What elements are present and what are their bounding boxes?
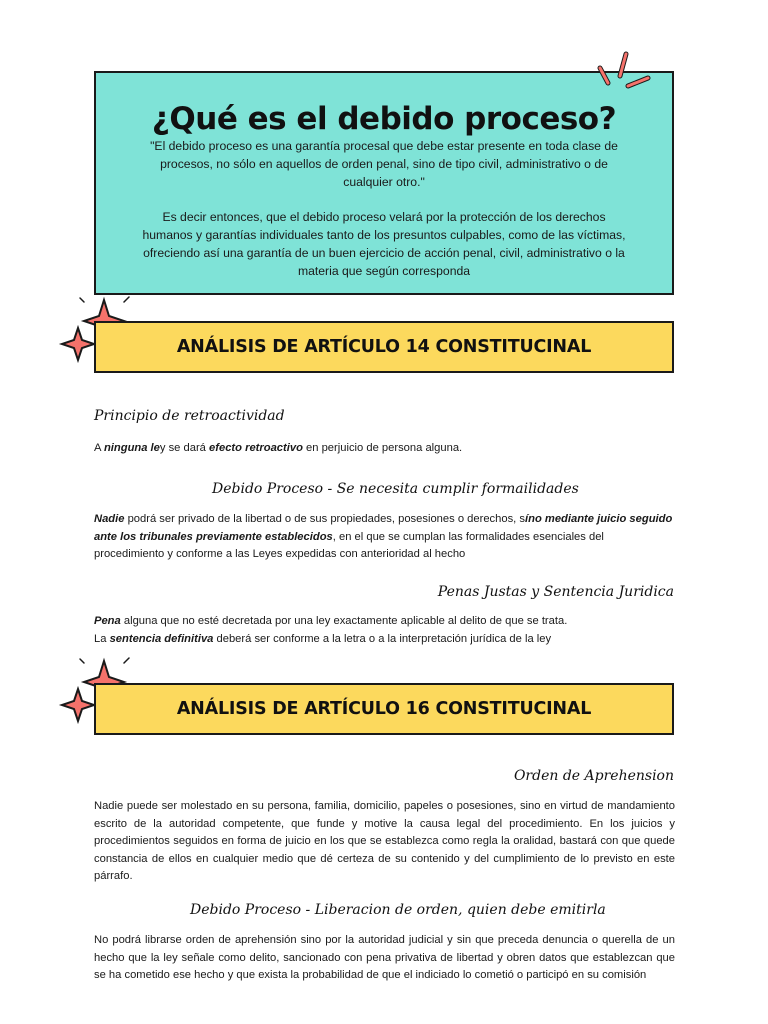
text-run: La: [94, 632, 110, 645]
emphasis-text: Pena: [94, 615, 121, 627]
paragraph-retroactividad: [94, 440, 675, 458]
intro-box: [94, 71, 674, 295]
text-run: , en el que se cumplan las formalidades esenciales del procedimiento y conforme a las Leyes expedidas con anterioridad al hecho: [94, 530, 604, 560]
subtitle-orden-aprehension: Orden de Aprehension: [513, 768, 674, 784]
subtitle-retroactividad: Principio de retroactividad: [94, 408, 285, 424]
subtitle-penas-justas: Penas Justas y Sentencia Juridica: [437, 584, 674, 600]
emphasis-text: Nadie: [94, 513, 125, 525]
emphasis-text: sentencia definitiva: [109, 632, 214, 645]
subtitle-debido-proceso-formalidades: Debido Proceso - Se necesita cumplir formailidades: [212, 481, 579, 497]
text-run: alguna que no esté decretada por una ley exactamente aplicable al delito de que se trata.: [120, 615, 568, 627]
section-heading: ANÁLISIS DE ARTÍCULO 16 CONSTITUCINAL: [176, 699, 592, 719]
intro-body: Es decir entonces, que el debido proceso velará por la protección de los derechos humanos y garantías individuales tanto de los presuntos culpables, como de las víctimas, ofreciendo así una garantía de un buen ejercicio de acción penal, civil, administrativo o la materia que según corresponda: [142, 210, 626, 278]
page-title: ¿Qué es el debido proceso?: [151, 101, 617, 137]
emphasis-text: íno mediante juicio seguido ante los tribunales previamente establecidos: [94, 513, 673, 543]
text-run: en perjuicio de persona alguna.: [302, 442, 463, 454]
paragraph-debido-proceso-formalidades: [94, 511, 675, 564]
section-banner-articulo-14: [94, 321, 674, 373]
emphasis-text: efecto retroactivo: [209, 442, 303, 454]
text-run: podrá ser privado de la libertad o de sus propiedades, posesiones o derechos, s: [124, 513, 525, 525]
text-run: deberá ser conforme a la letra o a la interpretación jurídica de la ley: [213, 632, 552, 645]
accent-lines-icon: [596, 48, 656, 98]
text-run: A: [94, 442, 104, 454]
intro-quote: "El debido proceso es una garantía procesal que debe estar presente en toda clase de procesos, no sólo en aquellos de orden penal, sino de tipo civil, administrativo o de cualquier otro.": [150, 139, 618, 189]
paragraph-penas-justas: [94, 613, 675, 648]
paragraph-liberacion-orden: No podrá librarse orden de aprehensión sino por la autoridad judicial y sin que preceda denuncia o querella de un hecho que la ley señale como delito, sancionado con pena privativa de libertad y obren datos que establezcan que se ha cometido ese hecho y que exista la probabilidad de que el indiciado lo cometió o participó en su comisión: [94, 934, 675, 981]
subtitle-liberacion-orden: Debido Proceso - Liberacion de orden, quien debe emitirla: [190, 902, 606, 918]
paragraph-orden-aprehension: Nadie puede ser molestado en su persona, familia, domicilio, papeles o posesiones, sino en virtud de mandamiento escrito de la autoridad competente, que funde y motive la causa legal del procedimiento. En los juicios y procedimientos seguidos en forma de juicio en los que se establezca como regla la oralidad, bastará con que quede constancia de ellos en cualquier medio que dé certeza de su contenido y del cumplimiento de lo previsto en este párrafo.: [94, 800, 675, 882]
text-run: y se dará: [159, 442, 210, 454]
section-banner-articulo-16: [94, 683, 674, 735]
emphasis-text: ninguna le: [103, 442, 160, 454]
section-heading: ANÁLISIS DE ARTÍCULO 14 CONSTITUCINAL: [176, 337, 592, 357]
